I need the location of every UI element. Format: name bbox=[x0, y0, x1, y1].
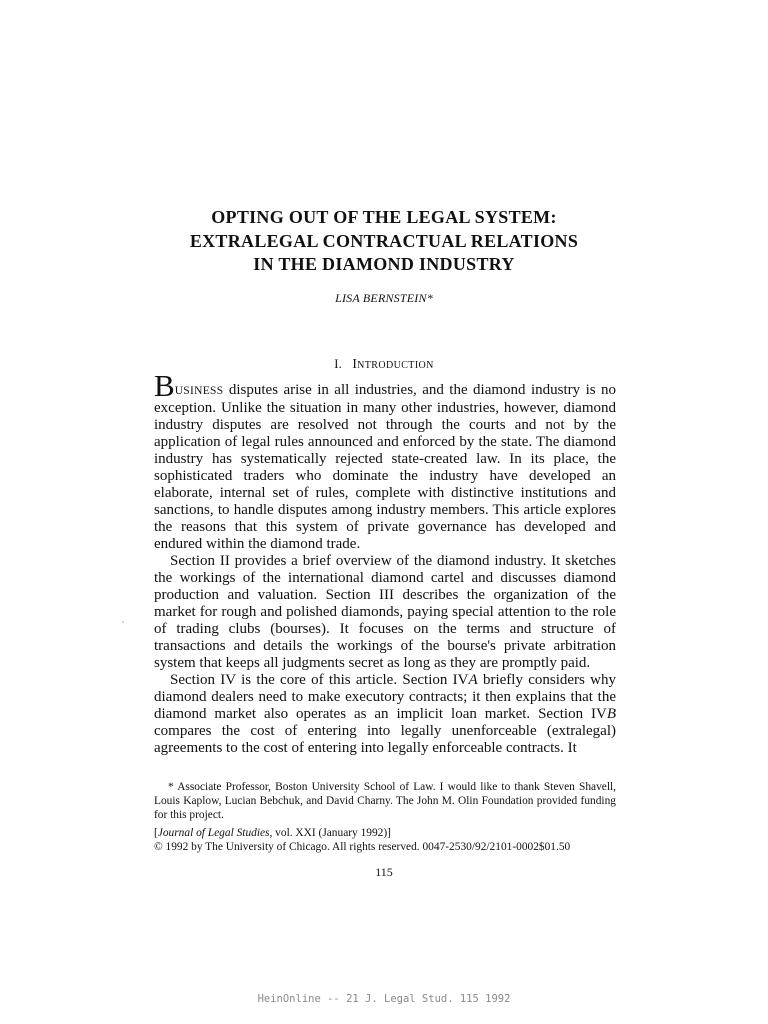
author-name: LISA BERNSTEIN* bbox=[335, 291, 433, 305]
paragraph-1: BUSINESS disputes arise in all industries, and the diamond industry is no exception. Unlike the situation in many other industries, however, diamond industry disputes are resolved not through the courts and not by the application of legal rules announced and enforced by the state. The diamond industry has systematically rejected state-created law. In its place, the sophisticated traders who dominate the industry have developed an elaborate, internal set of rules, complete with distinctive institutions and sanctions, to handle disputes among industry members. This article explores the reasons that this system of private governance has developed and endured within the diamond trade. bbox=[154, 368, 616, 552]
footnotes bbox=[154, 780, 616, 854]
title-line-1: OPTING OUT OF THE LEGAL SYSTEM: bbox=[211, 207, 557, 227]
title-line-2: EXTRALEGAL CONTRACTUAL RELATIONS bbox=[189, 231, 579, 251]
page-number: 115 bbox=[375, 865, 393, 879]
author-footnote: * Associate Professor, Boston University School of Law. I would like to thank Steven Shavell, Louis Kaplow, Lucian Bebchuk, and David Charny. The John M. Olin Foundation provided funding for this project. bbox=[154, 781, 616, 821]
scan-speck bbox=[122, 621, 124, 623]
section-heading-text: I. INTRODUCTION bbox=[334, 356, 434, 371]
title-line-3: IN THE DIAMOND INDUSTRY bbox=[253, 254, 515, 274]
article-body bbox=[154, 368, 617, 757]
journal-citation: [Journal of Legal Studies, vol. XXI (January 1992)] bbox=[154, 827, 391, 839]
paragraph-3: Section IV is the core of this article. Section IVA briefly considers why diamond dealers need to make executory contracts; it then explains that the diamond market also operates as an implicit loan market. Section IVB compares the cost of entering into legally unenforceable (extralegal) agreements to the cost of entering into legally enforceable contracts. It bbox=[154, 672, 617, 756]
paragraph-2: Section II provides a brief overview of the diamond industry. It sketches the workings of the international diamond cartel and discusses diamond production and valuation. Section III describes the organization of the market for rough and polished diamonds, paying special attention to the role of trading clubs (bourses). It focuses on the terms and structure of transactions and details the workings of the bourse's private arbitration system that keeps all judgments secret as long as they are promptly paid. bbox=[154, 553, 616, 671]
section-heading bbox=[0, 356, 768, 372]
copyright-line: © 1992 by The University of Chicago. All rights reserved. 0047-2530/92/2101-0002$01.50 bbox=[154, 841, 571, 853]
source-footer: HeinOnline -- 21 J. Legal Stud. 115 1992 bbox=[257, 993, 511, 1005]
